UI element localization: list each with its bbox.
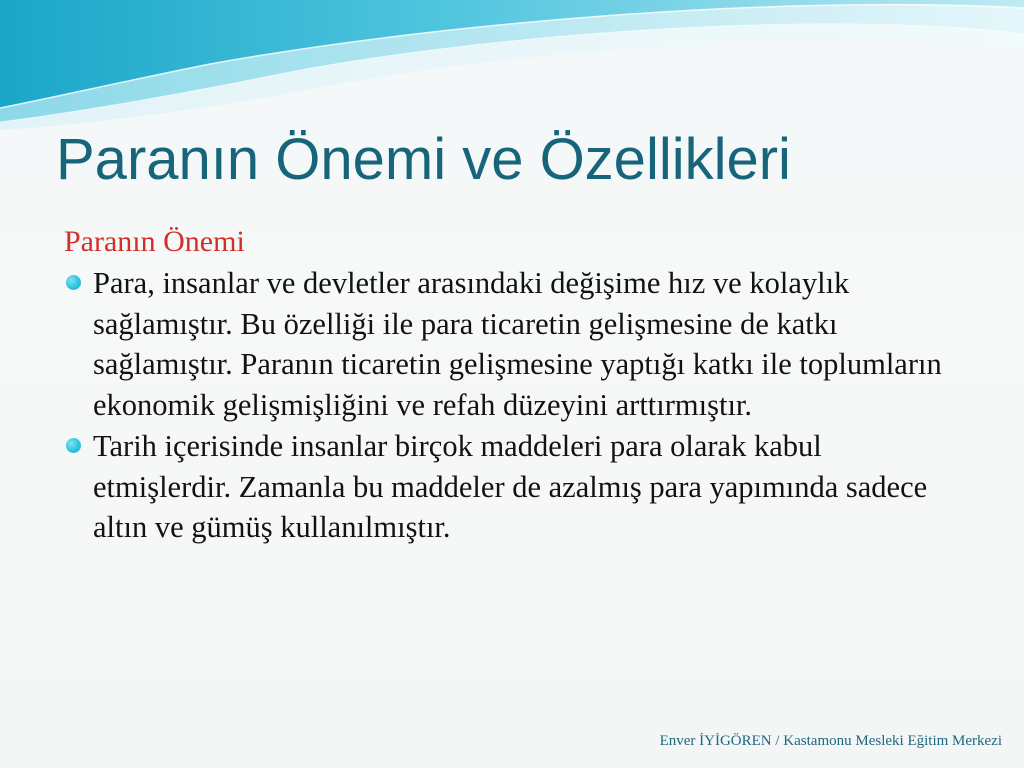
section-subheading: Paranın Önemi xyxy=(64,225,245,258)
slide-footer: Enver İYİGÖREN / Kastamonu Mesleki Eğitim Merkezi xyxy=(659,733,1002,749)
bullet-item xyxy=(64,263,964,425)
slide-content xyxy=(64,222,964,549)
bullet-text: Para, insanlar ve devletler arasındaki değişime hız ve kolaylık sağlamıştır. Bu özelliği ile para ticaretin gelişmesine de katkı sağlamıştır. Paranın ticaretin gelişmesine yaptığı katkı ile toplumların ekonomik gelişmişliğini ve refah düzeyini arttırmıştır. xyxy=(93,266,942,422)
slide-title: Paranın Önemi ve Özellikleri xyxy=(56,127,791,192)
bullet-list xyxy=(64,263,964,548)
round-bullet-icon xyxy=(66,438,81,453)
bullet-item xyxy=(64,426,964,548)
round-bullet-icon xyxy=(66,275,81,290)
bullet-text: Tarih içerisinde insanlar birçok maddeleri para olarak kabul etmişlerdir. Zamanla bu maddeler de azalmış para yapımında sadece altın ve gümüş kullanılmıştır. xyxy=(93,429,928,544)
header-wave-decoration xyxy=(0,0,1024,130)
